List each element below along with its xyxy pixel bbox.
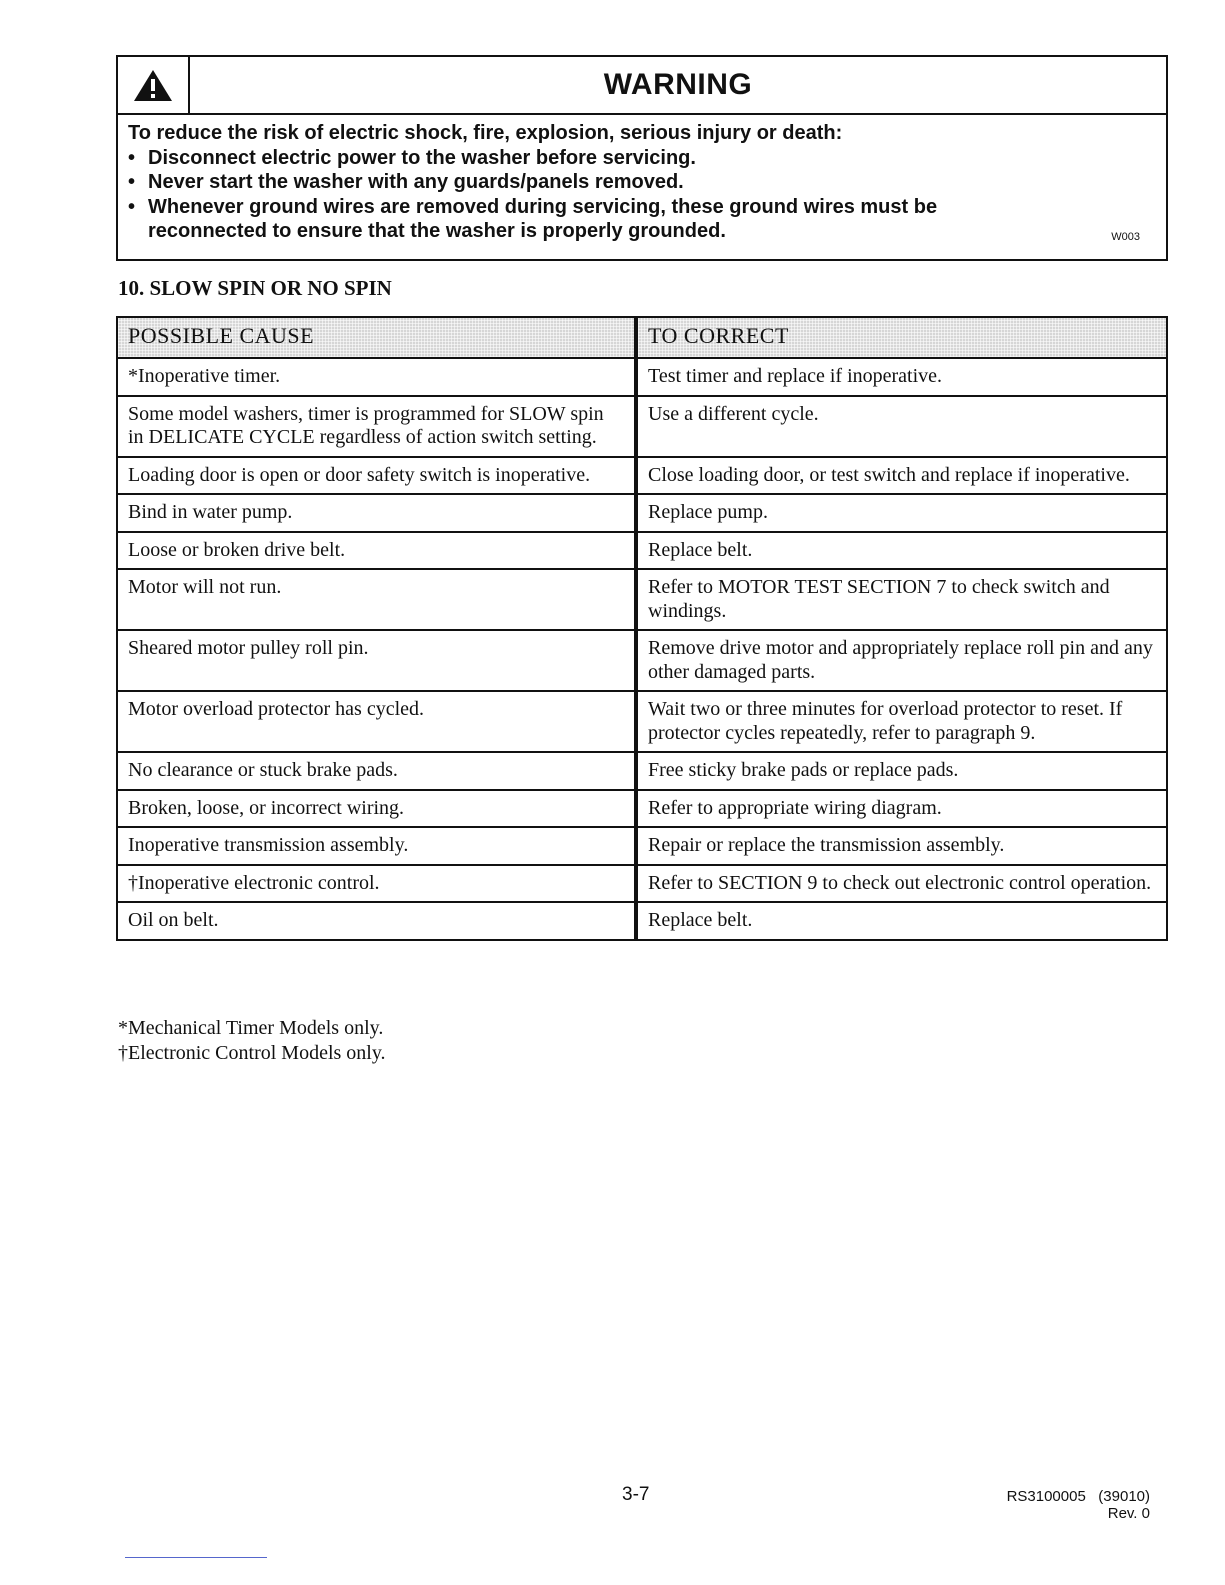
document-code: RS3100005 (39010): [1006, 1488, 1150, 1505]
warning-bullet: • Never start the washer with any guards/panels removed.: [128, 170, 1156, 195]
document-id: [1007, 1488, 1150, 1522]
correct-cell: Close loading door, or test switch and replace if inoperative.: [636, 457, 1167, 495]
warning-title: WARNING: [603, 68, 753, 101]
correct-cell: Free sticky brake pads or replace pads.: [636, 752, 1167, 790]
troubleshooting-table: [116, 316, 1168, 941]
warning-icon-cell: [118, 57, 190, 113]
warning-triangle-icon: [130, 65, 176, 105]
table-row: [117, 457, 1167, 495]
correct-cell: Wait two or three minutes for overload protector to reset. If protector cycles repeatedly, refer to paragraph 9.: [636, 691, 1167, 752]
cause-cell: Motor overload protector has cycled.: [117, 691, 636, 752]
warning-bullet: • Whenever ground wires are removed during servicing, these ground wires must be: [128, 195, 1156, 220]
warning-code: W003: [1111, 231, 1140, 243]
cause-cell: Some model washers, timer is programmed for SLOW spin in DELICATE CYCLE regardless of action switch setting.: [117, 396, 636, 457]
correct-cell: Use a different cycle.: [636, 396, 1167, 457]
cause-cell: Loading door is open or door safety switch is inoperative.: [117, 457, 636, 495]
warning-header: [118, 57, 1166, 115]
header-possible-cause: POSSIBLE CAUSE: [117, 317, 636, 358]
correct-cell: Refer to MOTOR TEST SECTION 7 to check switch and windings.: [636, 569, 1167, 630]
table-row: [117, 569, 1167, 630]
table-row: [117, 396, 1167, 457]
cause-cell: *Inoperative timer.: [117, 358, 636, 396]
warning-bullet-continuation: reconnected to ensure that the washer is properly grounded.: [148, 220, 726, 242]
header-to-correct: TO CORRECT: [636, 317, 1167, 358]
correct-cell: Test timer and replace if inoperative.: [636, 358, 1167, 396]
cause-cell: Oil on belt.: [117, 902, 636, 940]
page-number: 3-7: [622, 1484, 650, 1505]
cause-cell: †Inoperative electronic control.: [117, 865, 636, 903]
table-row: [117, 865, 1167, 903]
correct-cell: Repair or replace the transmission assembly.: [636, 827, 1167, 865]
table-row: [117, 827, 1167, 865]
table-header-row: [117, 317, 1167, 358]
revision-label: Rev. 0: [1107, 1505, 1150, 1522]
cause-cell: Sheared motor pulley roll pin.: [117, 630, 636, 691]
cause-cell: Loose or broken drive belt.: [117, 532, 636, 570]
correct-cell: Replace belt.: [636, 902, 1167, 940]
correct-cell: Refer to SECTION 9 to check out electronic control operation.: [636, 865, 1167, 903]
footnote-electronic: †Electronic Control Models only.: [118, 1041, 386, 1064]
warning-body: [128, 121, 1156, 244]
table-row: [117, 630, 1167, 691]
warning-bullet: • Disconnect electric power to the washer before servicing.: [128, 146, 1156, 171]
table-row: [117, 752, 1167, 790]
correct-cell: Replace pump.: [636, 494, 1167, 532]
warning-box: [116, 55, 1168, 261]
cause-cell: Bind in water pump.: [117, 494, 636, 532]
table-row: [117, 902, 1167, 940]
table-row: [117, 790, 1167, 828]
table-row: [117, 532, 1167, 570]
correct-cell: Replace belt.: [636, 532, 1167, 570]
section-title: 10. SLOW SPIN OR NO SPIN: [118, 276, 392, 300]
table-row: [117, 494, 1167, 532]
table-row: [117, 358, 1167, 396]
table-row: [117, 691, 1167, 752]
correct-cell: Refer to appropriate wiring diagram.: [636, 790, 1167, 828]
bottom-rule: [125, 1557, 267, 1558]
cause-cell: No clearance or stuck brake pads.: [117, 752, 636, 790]
cause-cell: Motor will not run.: [117, 569, 636, 630]
footnote-mechanical: *Mechanical Timer Models only.: [118, 1017, 384, 1039]
correct-cell: Remove drive motor and appropriately replace roll pin and any other damaged parts.: [636, 630, 1167, 691]
cause-cell: Broken, loose, or incorrect wiring.: [117, 790, 636, 828]
cause-cell: Inoperative transmission assembly.: [117, 827, 636, 865]
warning-intro: To reduce the risk of electric shock, fire, explosion, serious injury or death:: [128, 122, 843, 144]
footnotes: [118, 1016, 386, 1065]
